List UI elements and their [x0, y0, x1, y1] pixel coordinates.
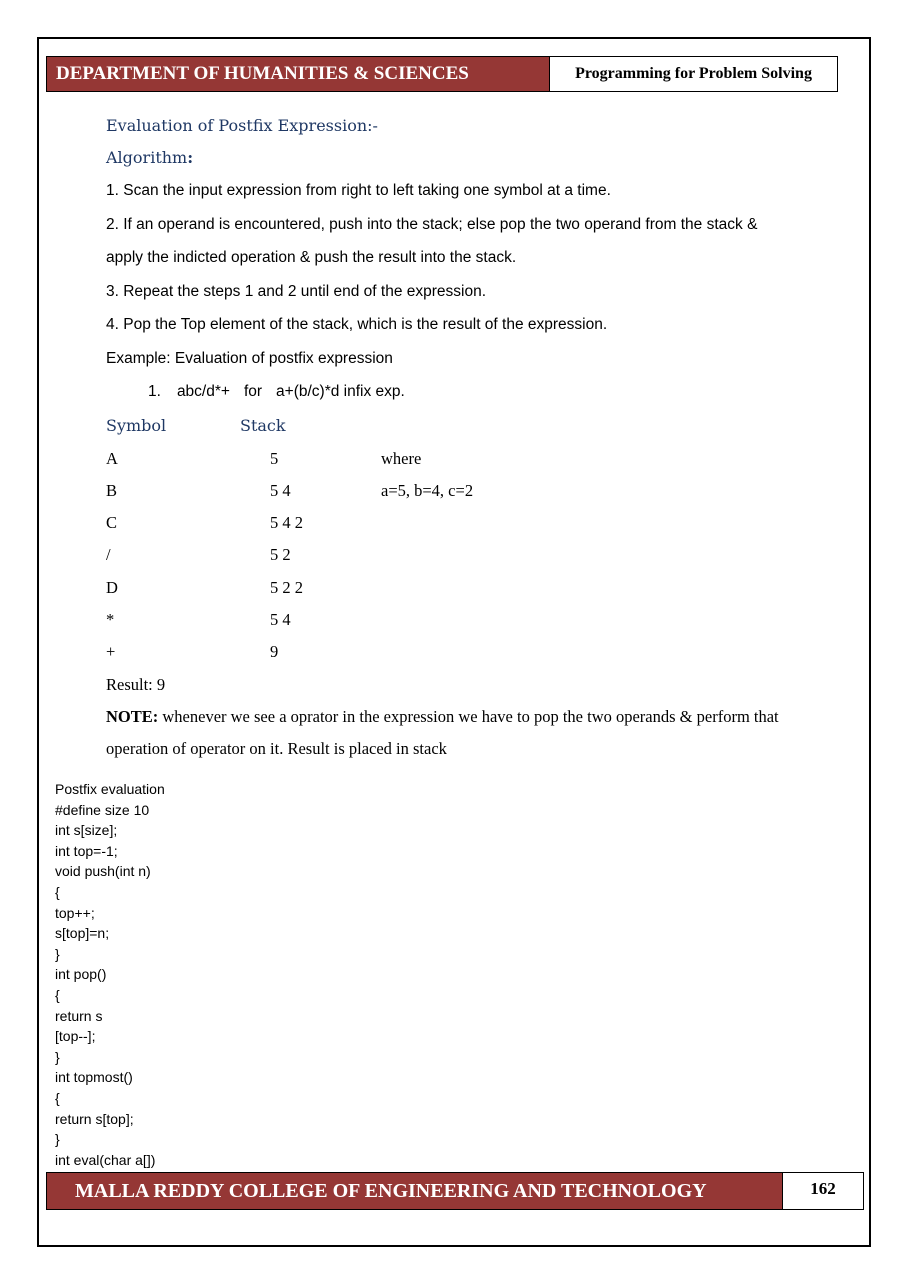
step-3: 3. Repeat the steps 1 and 2 until end of the expression.: [106, 283, 487, 300]
row-stack: 5 4: [270, 481, 291, 500]
subject-title: Programming for Problem Solving: [549, 57, 837, 91]
code-line: {: [55, 1089, 60, 1106]
step-2: 2. If an operand is encountered, push into the stack; else pop the two operand from the stack &: [106, 216, 758, 233]
code-block: [55, 779, 165, 1170]
row-note: a=5, b=4, c=2: [381, 481, 474, 500]
algorithm-label: Algorithm: [106, 148, 188, 167]
page-footer: [46, 1172, 864, 1210]
note-line-1: [106, 707, 779, 727]
department-title: DEPARTMENT OF HUMANITIES & SCIENCES: [47, 57, 549, 91]
row-stack: 9: [270, 642, 279, 661]
code-line: }: [55, 1131, 60, 1148]
example-number: 1.: [148, 383, 161, 400]
col-symbol-header: Symbol: [106, 416, 167, 435]
code-line: {: [55, 883, 60, 900]
code-line: }: [55, 945, 60, 962]
example-for: for: [243, 383, 263, 400]
row-symbol: /: [106, 545, 111, 564]
code-line: #define size 10: [55, 801, 150, 818]
row-symbol: *: [106, 610, 115, 629]
row-symbol: A: [106, 449, 118, 468]
code-line: int s[size];: [55, 822, 118, 839]
example-label: Example: Evaluation of postfix expression: [106, 350, 393, 367]
code-line: int pop(): [55, 966, 107, 983]
row-stack: 5 4 2: [270, 513, 303, 532]
code-line: int topmost(): [55, 1069, 133, 1086]
example-infix: a+(b/c)*d infix exp.: [276, 383, 405, 400]
row-symbol: B: [106, 481, 118, 500]
row-symbol: D: [106, 578, 118, 597]
code-line: top++;: [55, 904, 95, 921]
row-stack: 5 2 2: [270, 578, 303, 597]
code-line: [top--];: [55, 1028, 96, 1045]
note-text-1: whenever we see a oprator in the expression we have to pop the two operands & perform that: [158, 707, 779, 726]
step-4: 4. Pop the Top element of the stack, which is the result of the expression.: [106, 316, 608, 333]
page-number: 162: [810, 1179, 836, 1198]
section-title: Evaluation of Postfix Expression:-: [106, 116, 378, 135]
note-label: NOTE:: [106, 707, 159, 726]
code-line: void push(int n): [55, 863, 151, 880]
code-line: int top=-1;: [55, 842, 118, 859]
col-stack-header: Stack: [240, 416, 286, 435]
code-line: }: [55, 1048, 60, 1065]
note-line-2: operation of operator on it. Result is placed in stack: [106, 739, 447, 758]
row-stack: 5: [270, 449, 279, 468]
example-item: [148, 383, 405, 401]
row-stack: 5 2: [270, 545, 291, 564]
example-expression: abc/d*+: [176, 383, 230, 400]
algorithm-heading: [106, 148, 193, 167]
code-line: int eval(char a[]): [55, 1151, 156, 1168]
code-line: Postfix evaluation: [55, 781, 165, 797]
row-symbol: +: [106, 642, 116, 661]
code-line: {: [55, 986, 60, 1003]
algorithm-colon: :: [187, 148, 194, 167]
code-line: return s: [55, 1007, 103, 1024]
step-1: 1. Scan the input expression from right to left taking one symbol at a time.: [106, 182, 611, 199]
code-line: return s[top];: [55, 1110, 134, 1127]
step-2-continued: apply the indicted operation & push the result into the stack.: [106, 249, 517, 266]
row-note: where: [381, 449, 422, 468]
college-name: MALLA REDDY COLLEGE OF ENGINEERING AND TECHNOLOGY: [47, 1173, 783, 1209]
row-symbol: C: [106, 513, 118, 532]
result-text: Result: 9: [106, 675, 166, 694]
row-stack: 5 4: [270, 610, 291, 629]
code-line: s[top]=n;: [55, 925, 110, 942]
page-header: [46, 56, 838, 92]
